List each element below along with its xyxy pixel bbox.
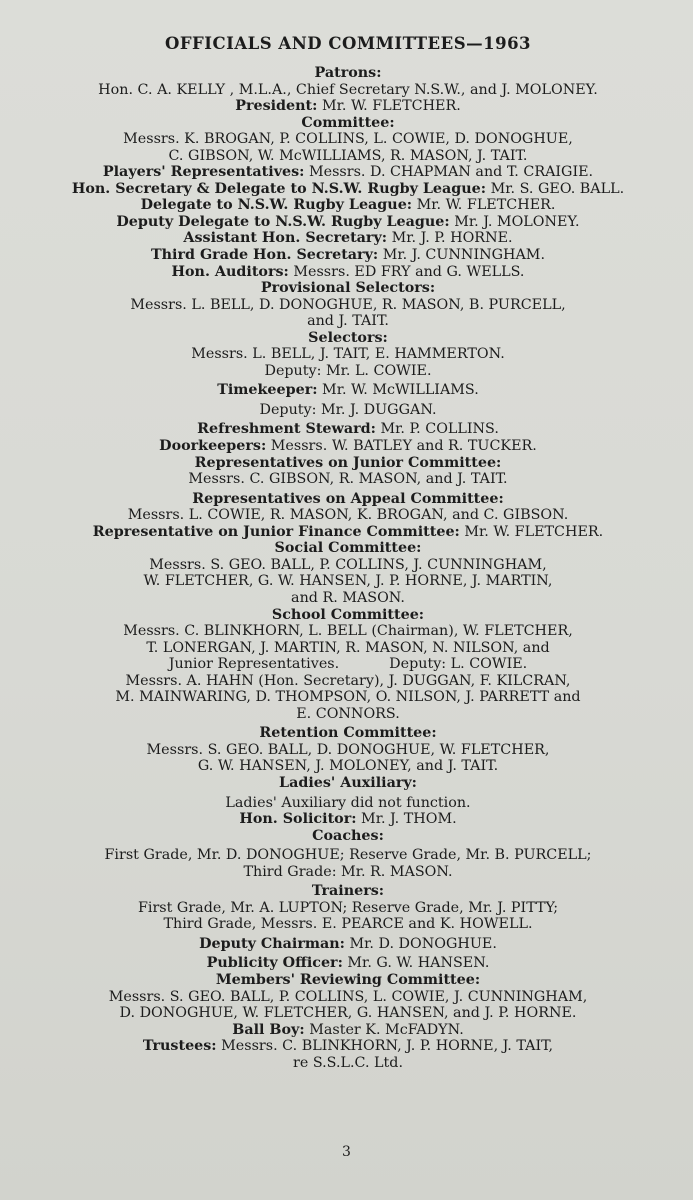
official-line <box>36 65 660 82</box>
official-line <box>36 989 660 1006</box>
official-line <box>36 148 660 165</box>
official-line <box>36 640 660 657</box>
officials-list <box>36 34 660 1071</box>
section-heading: President: <box>235 98 318 115</box>
section-heading: School Committee: <box>271 606 425 623</box>
official-names: Messrs. C. GIBSON, R. MASON, and J. TAIT. <box>188 471 508 488</box>
official-line <box>36 181 660 198</box>
page-number: 3 <box>342 1144 351 1160</box>
official-line <box>36 758 660 775</box>
official-names: Mr. P. COLLINS. <box>375 421 499 438</box>
section-heading: Ladies' Auxiliary: <box>279 774 417 791</box>
official-names: Messrs. L. BELL, D. DONOGHUE, R. MASON, B. PURCELL, <box>130 296 566 313</box>
official-line <box>36 330 660 347</box>
official-line <box>36 164 660 181</box>
official-line <box>36 524 660 541</box>
section-heading: Social Committee: <box>274 540 422 557</box>
section-heading: Trainers: <box>311 883 385 900</box>
official-names: M. MAINWARING, D. THOMPSON, O. NILSON, J. PARRETT and <box>115 689 581 706</box>
official-line <box>36 471 660 488</box>
official-line <box>36 936 660 953</box>
official-names: Messrs. L. COWIE, R. MASON, K. BROGAN, and C. GIBSON. <box>127 507 569 524</box>
official-line <box>36 507 660 524</box>
section-heading: Representative on Junior Finance Committee: <box>92 523 460 540</box>
official-line <box>36 455 660 472</box>
official-line <box>36 775 660 792</box>
official-names: Third Grade: Mr. R. MASON. <box>243 863 453 880</box>
official-names: Messrs. D. CHAPMAN and T. CRAIGIE. <box>304 164 594 181</box>
official-line <box>36 1022 660 1039</box>
section-heading: Third Grade Hon. Secretary: <box>151 247 379 264</box>
official-line <box>36 864 660 881</box>
official-line <box>36 795 660 812</box>
official-line <box>36 883 660 900</box>
official-line <box>36 264 660 281</box>
section-heading: Players' Representatives: <box>102 164 305 181</box>
official-line <box>36 1005 660 1022</box>
official-names: Messrs. C. BLINKHORN, J. P. HORNE, J. TAIT, <box>216 1038 554 1055</box>
section-heading: Refreshment Steward: <box>197 421 376 438</box>
official-line <box>36 438 660 455</box>
section-heading: Committee: <box>301 114 395 131</box>
section-heading: Selectors: <box>308 329 388 346</box>
official-names: Hon. C. A. KELLY , M.L.A., Chief Secretary N.S.W., and J. MOLONEY. <box>98 81 598 98</box>
official-names: G. W. HANSEN, J. MOLONEY, and J. TAIT. <box>197 758 499 775</box>
official-line <box>36 115 660 132</box>
official-line <box>36 590 660 607</box>
official-names: W. FLETCHER, G. W. HANSEN, J. P. HORNE, J. MARTIN, <box>143 573 553 590</box>
official-names: Mr. W. McWILLIAMS. <box>317 382 479 399</box>
official-names: First Grade, Mr. A. LUPTON; Reserve Grade, Mr. J. PITTY; <box>137 899 559 916</box>
section-heading: Doorkeepers: <box>159 438 267 455</box>
official-line <box>36 607 660 624</box>
official-line <box>36 557 660 574</box>
official-names: Messrs. S. GEO. BALL, P. COLLINS, L. COWIE, J. CUNNINGHAM, <box>108 988 588 1005</box>
official-names: Mr. W. FLETCHER. <box>412 197 556 214</box>
official-line <box>36 280 660 297</box>
official-names: Deputy: Mr. L. COWIE. <box>264 362 432 379</box>
official-line <box>36 540 660 557</box>
section-heading: Retention Committee: <box>259 725 437 742</box>
official-line <box>36 900 660 917</box>
official-line <box>36 916 660 933</box>
official-names: re S.S.L.C. Ltd. <box>293 1054 403 1071</box>
official-names: Deputy: Mr. J. DUGGAN. <box>259 401 437 418</box>
official-names: and J. TAIT. <box>307 313 389 330</box>
official-names: Mr. J. THOM. <box>356 811 457 828</box>
official-names: T. LONERGAN, J. MARTIN, R. MASON, N. NILSON, and <box>146 639 550 656</box>
official-line <box>36 742 660 759</box>
official-line <box>36 247 660 264</box>
official-names: Messrs. C. BLINKHORN, L. BELL (Chairman), W. FLETCHER, <box>123 623 573 640</box>
official-line <box>36 131 660 148</box>
official-line <box>36 363 660 380</box>
section-heading: Hon. Auditors: <box>171 263 289 280</box>
section-heading: Deputy Delegate to N.S.W. Rugby League: <box>116 213 450 230</box>
official-line <box>36 955 660 972</box>
officials-lines <box>36 65 660 1071</box>
section-heading: Trustees: <box>142 1038 217 1055</box>
official-names: Mr. J. MOLONEY. <box>449 213 580 230</box>
official-line <box>36 847 660 864</box>
official-line <box>36 1055 660 1072</box>
section-heading: Members' Reviewing Committee: <box>215 971 481 988</box>
official-names: Messrs. ED FRY and G. WELLS. <box>288 263 525 280</box>
official-line <box>36 811 660 828</box>
official-names: D. DONOGHUE, W. FLETCHER, G. HANSEN, and J. P. HORNE. <box>119 1005 577 1022</box>
official-line <box>36 673 660 690</box>
official-line <box>36 725 660 742</box>
official-line <box>36 98 660 115</box>
official-line <box>36 382 660 399</box>
official-names: Mr. D. DONOGHUE. <box>344 935 497 952</box>
section-heading: Assistant Hon. Secretary: <box>183 230 388 247</box>
official-line <box>36 214 660 231</box>
official-names: Messrs. S. GEO. BALL, P. COLLINS, J. CUNNINGHAM, <box>149 556 547 573</box>
official-names: Messrs. S. GEO. BALL, D. DONOGHUE, W. FLETCHER, <box>146 741 550 758</box>
official-line <box>36 421 660 438</box>
section-heading: Deputy Chairman: <box>199 935 345 952</box>
official-line <box>36 297 660 314</box>
official-names: Messrs. L. BELL, J. TAIT, E. HAMMERTON. <box>191 346 505 363</box>
official-line <box>36 402 660 419</box>
section-heading: Publicity Officer: <box>206 955 343 972</box>
official-line <box>36 828 660 845</box>
official-names: Mr. S. GEO. BALL. <box>486 180 625 197</box>
section-heading: Provisional Selectors: <box>260 280 436 297</box>
official-names: Mr. W. FLETCHER. <box>317 98 461 115</box>
official-line <box>36 623 660 640</box>
official-names: C. GIBSON, W. McWILLIAMS, R. MASON, J. TAIT. <box>168 147 528 164</box>
official-names: Ladies' Auxiliary did not function. <box>225 794 471 811</box>
section-heading: Patrons: <box>314 65 382 81</box>
section-heading: Hon. Solicitor: <box>239 811 357 828</box>
official-names: E. CONNORS. <box>296 705 400 722</box>
official-names: Mr. J. P. HORNE. <box>387 230 513 247</box>
official-names: and R. MASON. <box>291 589 405 606</box>
official-line <box>36 689 660 706</box>
official-names: Junior Representatives. Deputy: L. COWIE. <box>168 656 528 673</box>
official-line <box>36 656 660 673</box>
section-heading: Representatives on Junior Committee: <box>194 454 502 471</box>
page-title: OFFICIALS AND COMMITTEES—1963 <box>164 34 532 53</box>
section-heading: Timekeeper: <box>217 382 318 399</box>
section-heading: Hon. Secretary & Delegate to N.S.W. Rugby League: <box>71 180 487 197</box>
official-names: Mr. J. CUNNINGHAM. <box>378 247 545 264</box>
official-line <box>36 706 660 723</box>
official-names: Mr. G. W. HANSEN. <box>342 955 490 972</box>
section-heading: Delegate to N.S.W. Rugby League: <box>140 197 413 214</box>
official-names: Messrs. A. HAHN (Hon. Secretary), J. DUGGAN, F. KILCRAN, <box>125 672 571 689</box>
official-line <box>36 972 660 989</box>
official-line <box>36 313 660 330</box>
official-line <box>36 346 660 363</box>
official-line <box>36 491 660 508</box>
official-line <box>36 197 660 214</box>
official-line <box>36 230 660 247</box>
official-line <box>36 1038 660 1055</box>
official-line <box>36 82 660 99</box>
official-names: Messrs. W. BATLEY and R. TUCKER. <box>266 438 537 455</box>
official-line <box>36 573 660 590</box>
official-names: Mr. W. FLETCHER. <box>459 523 604 540</box>
section-heading: Ball Boy: <box>232 1021 305 1038</box>
section-heading: Coaches: <box>312 827 384 844</box>
section-heading: Representatives on Appeal Committee: <box>192 490 504 507</box>
official-names: Messrs. K. BROGAN, P. COLLINS, L. COWIE, D. DONOGHUE, <box>123 131 573 148</box>
official-names: Third Grade, Messrs. E. PEARCE and K. HOWELL. <box>163 916 533 933</box>
official-names: Master K. McFADYN. <box>304 1021 464 1038</box>
official-names: First Grade, Mr. D. DONOGHUE; Reserve Grade, Mr. B. PURCELL; <box>104 847 592 864</box>
